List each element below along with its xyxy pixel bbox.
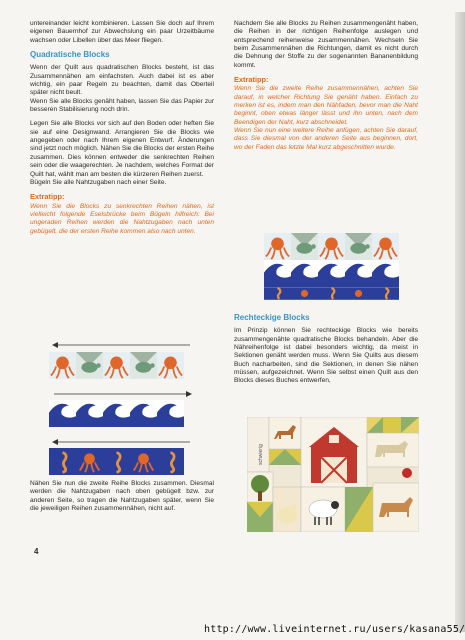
watermark-url[interactable]: http://www.liveinternet.ru/users/kasana55/ <box>204 624 465 635</box>
seahorse-block <box>372 287 399 300</box>
section-heading-rechteckige-blocks: Rechteckige Blocks <box>234 313 310 322</box>
octopus-block <box>264 233 291 260</box>
seahorse-block <box>49 448 76 475</box>
quilt-row-seahorse <box>49 448 184 475</box>
octopus-block <box>291 287 318 300</box>
paragraph: Nachdem Sie alle Blocks zu Reihen zusammengenäht haben, die Reihen in der richtigen Reihenfolge auslegen und entsprechend reihenweise zusammennähen. Wechseln Sie beim Zusammennähen die Richtungen, damit es nicht durch die Dehnung der Stoffe zu der sogenannten Bananenbildung kommt. <box>234 20 418 69</box>
wave-block <box>157 400 184 427</box>
octopus-block <box>318 233 345 260</box>
wave-block <box>372 260 399 287</box>
turtle-block <box>345 233 372 260</box>
left-column <box>30 20 214 242</box>
octopus-block <box>372 233 399 260</box>
paragraph: Nähen Sie nun die zweite Reihe Blocks zusammen. Diesmal werden die Nahtzugaben nach oben gebügelt bzw. zur anderen Seite, so tragen die Nahtzugaben später, wenn Sie die jeweiligen Reihen zusammennähen, nicht auf. <box>30 480 214 513</box>
section-heading-quadratische-blocks: Quadratische Blocks <box>30 50 110 60</box>
wave-block <box>318 260 345 287</box>
left-column-bottom <box>30 480 214 519</box>
page-number: 4 <box>34 547 39 556</box>
turtle-block <box>130 352 157 379</box>
paragraph: Wenn Sie alle Blocks genäht haben, lassen Sie das Papier zur besseren Stabilisierung noch drin. <box>30 97 214 114</box>
quilt-row-octopus-turtle <box>264 233 399 260</box>
paragraph: Wenn der Quilt aus quadratischen Blocks besteht, ist das Zusammennähen am einfachsten. Auch dabei ist es aber wichtig, ein paar Regeln zu beachten, damit das Oberteil später nicht beult. <box>30 64 214 97</box>
difficulty-label: schwierig <box>258 444 264 465</box>
octopus-block <box>130 448 157 475</box>
tip-heading: Extratipp: <box>30 192 65 202</box>
farm-quilt-illustration <box>247 417 419 532</box>
seahorse-block <box>264 287 291 300</box>
quilt-row-octopus <box>49 352 184 379</box>
wave-block <box>291 260 318 287</box>
seahorse-block <box>157 448 184 475</box>
tip-text: Wenn Sie nun eine weitere Reihe anfügen, achten Sie darauf, dass Sie diesmal von der anderen Seite aus beginnen, dort, wo der Faden das letzte Mal kurz abgeschnitten wurde. <box>234 127 418 151</box>
paragraph: Bügeln Sie alle Nahtzugaben nach einer Seite. <box>30 178 167 186</box>
arrow-right-icon <box>52 390 192 398</box>
seahorse-block <box>103 448 130 475</box>
intro-paragraph: untereinander leicht kombinieren. Lassen Sie doch auf Ihrem eigenen Bauernhof zur Abwechslung ein paar Urzeitbäume wachsen oder Libellen über das Meer fliegen. <box>30 20 214 44</box>
octopus-block <box>49 352 76 379</box>
quilt-row-seahorse <box>264 287 399 300</box>
arrow-left-icon <box>52 341 192 349</box>
wave-block <box>49 400 76 427</box>
tip-text: Wenn Sie die zweite Reihe zusammennähen, achten Sie darauf, in welcher Richtung Sie genäht haben. Einfach zu merken ist es, indem man den Nähfaden, bevor man die Naht beginnt, oben etwas länger lässt und ihn unten, nach dem Beendigen der Naht, kurz abschneidet. <box>234 85 418 126</box>
octopus-block <box>76 448 103 475</box>
quilt-row-waves <box>49 400 184 427</box>
right-column-lower <box>234 312 418 392</box>
wave-block <box>130 400 157 427</box>
wave-block <box>345 260 372 287</box>
wave-block <box>103 400 130 427</box>
octopus-block <box>157 352 184 379</box>
tip-heading: Extratipp: <box>234 75 269 85</box>
turtle-block <box>76 352 103 379</box>
turtle-block <box>291 233 318 260</box>
page-edge-shadow <box>455 12 465 632</box>
seahorse-block <box>318 287 345 300</box>
tip-text: Wenn Sie die Blocks zu senkrechten Reihen nähen, ist vielleicht folgende Eselsbrücke beim Bügeln hilfreich: Bei ungeraden Reihen werden die Nahtzugaben nach unten gebügelt, die der ersten Reihe kommen also nach unten. <box>30 202 214 235</box>
paragraph: Legen Sie alle Blocks vor sich auf den Boden oder heften Sie sie auf eine Designwand. Arrangieren Sie die Blocks wie angegeben oder nach Ihrem eigenen Entwurf. Änderungen sind jetzt noch möglich. Nähen Sie die Blocks der ersten Reihe zusammen. Dies können entweder die senkrechten Reihen sein oder die waagerechten. Je nachdem, welches Format der Quilt hat, wählt man am besten die kürzeren Reihen zuerst. <box>30 120 214 178</box>
quilt-row-waves <box>264 260 399 287</box>
wave-block <box>264 260 291 287</box>
right-column <box>234 20 418 158</box>
arrow-left-icon <box>52 438 192 446</box>
octopus-block <box>345 287 372 300</box>
wave-block <box>76 400 103 427</box>
paragraph: Im Prinzip können Sie rechteckige Blocks wie bereits zusammengenähte quadratische Blocks behandeln. Aber die Nähreihenfolge ist dabei besonders wichtig, da meist in Sektionen genäht werden muss. Wenn Sie Quilts aus diesem Buch nacharbeiten, sind die Sektionen, in denen Sie nähen müssen, aufgezeichnet. Wenn Sie selbst einen Quilt aus den Blocks dieses Buches entwerfen, <box>234 327 418 385</box>
octopus-block <box>103 352 130 379</box>
